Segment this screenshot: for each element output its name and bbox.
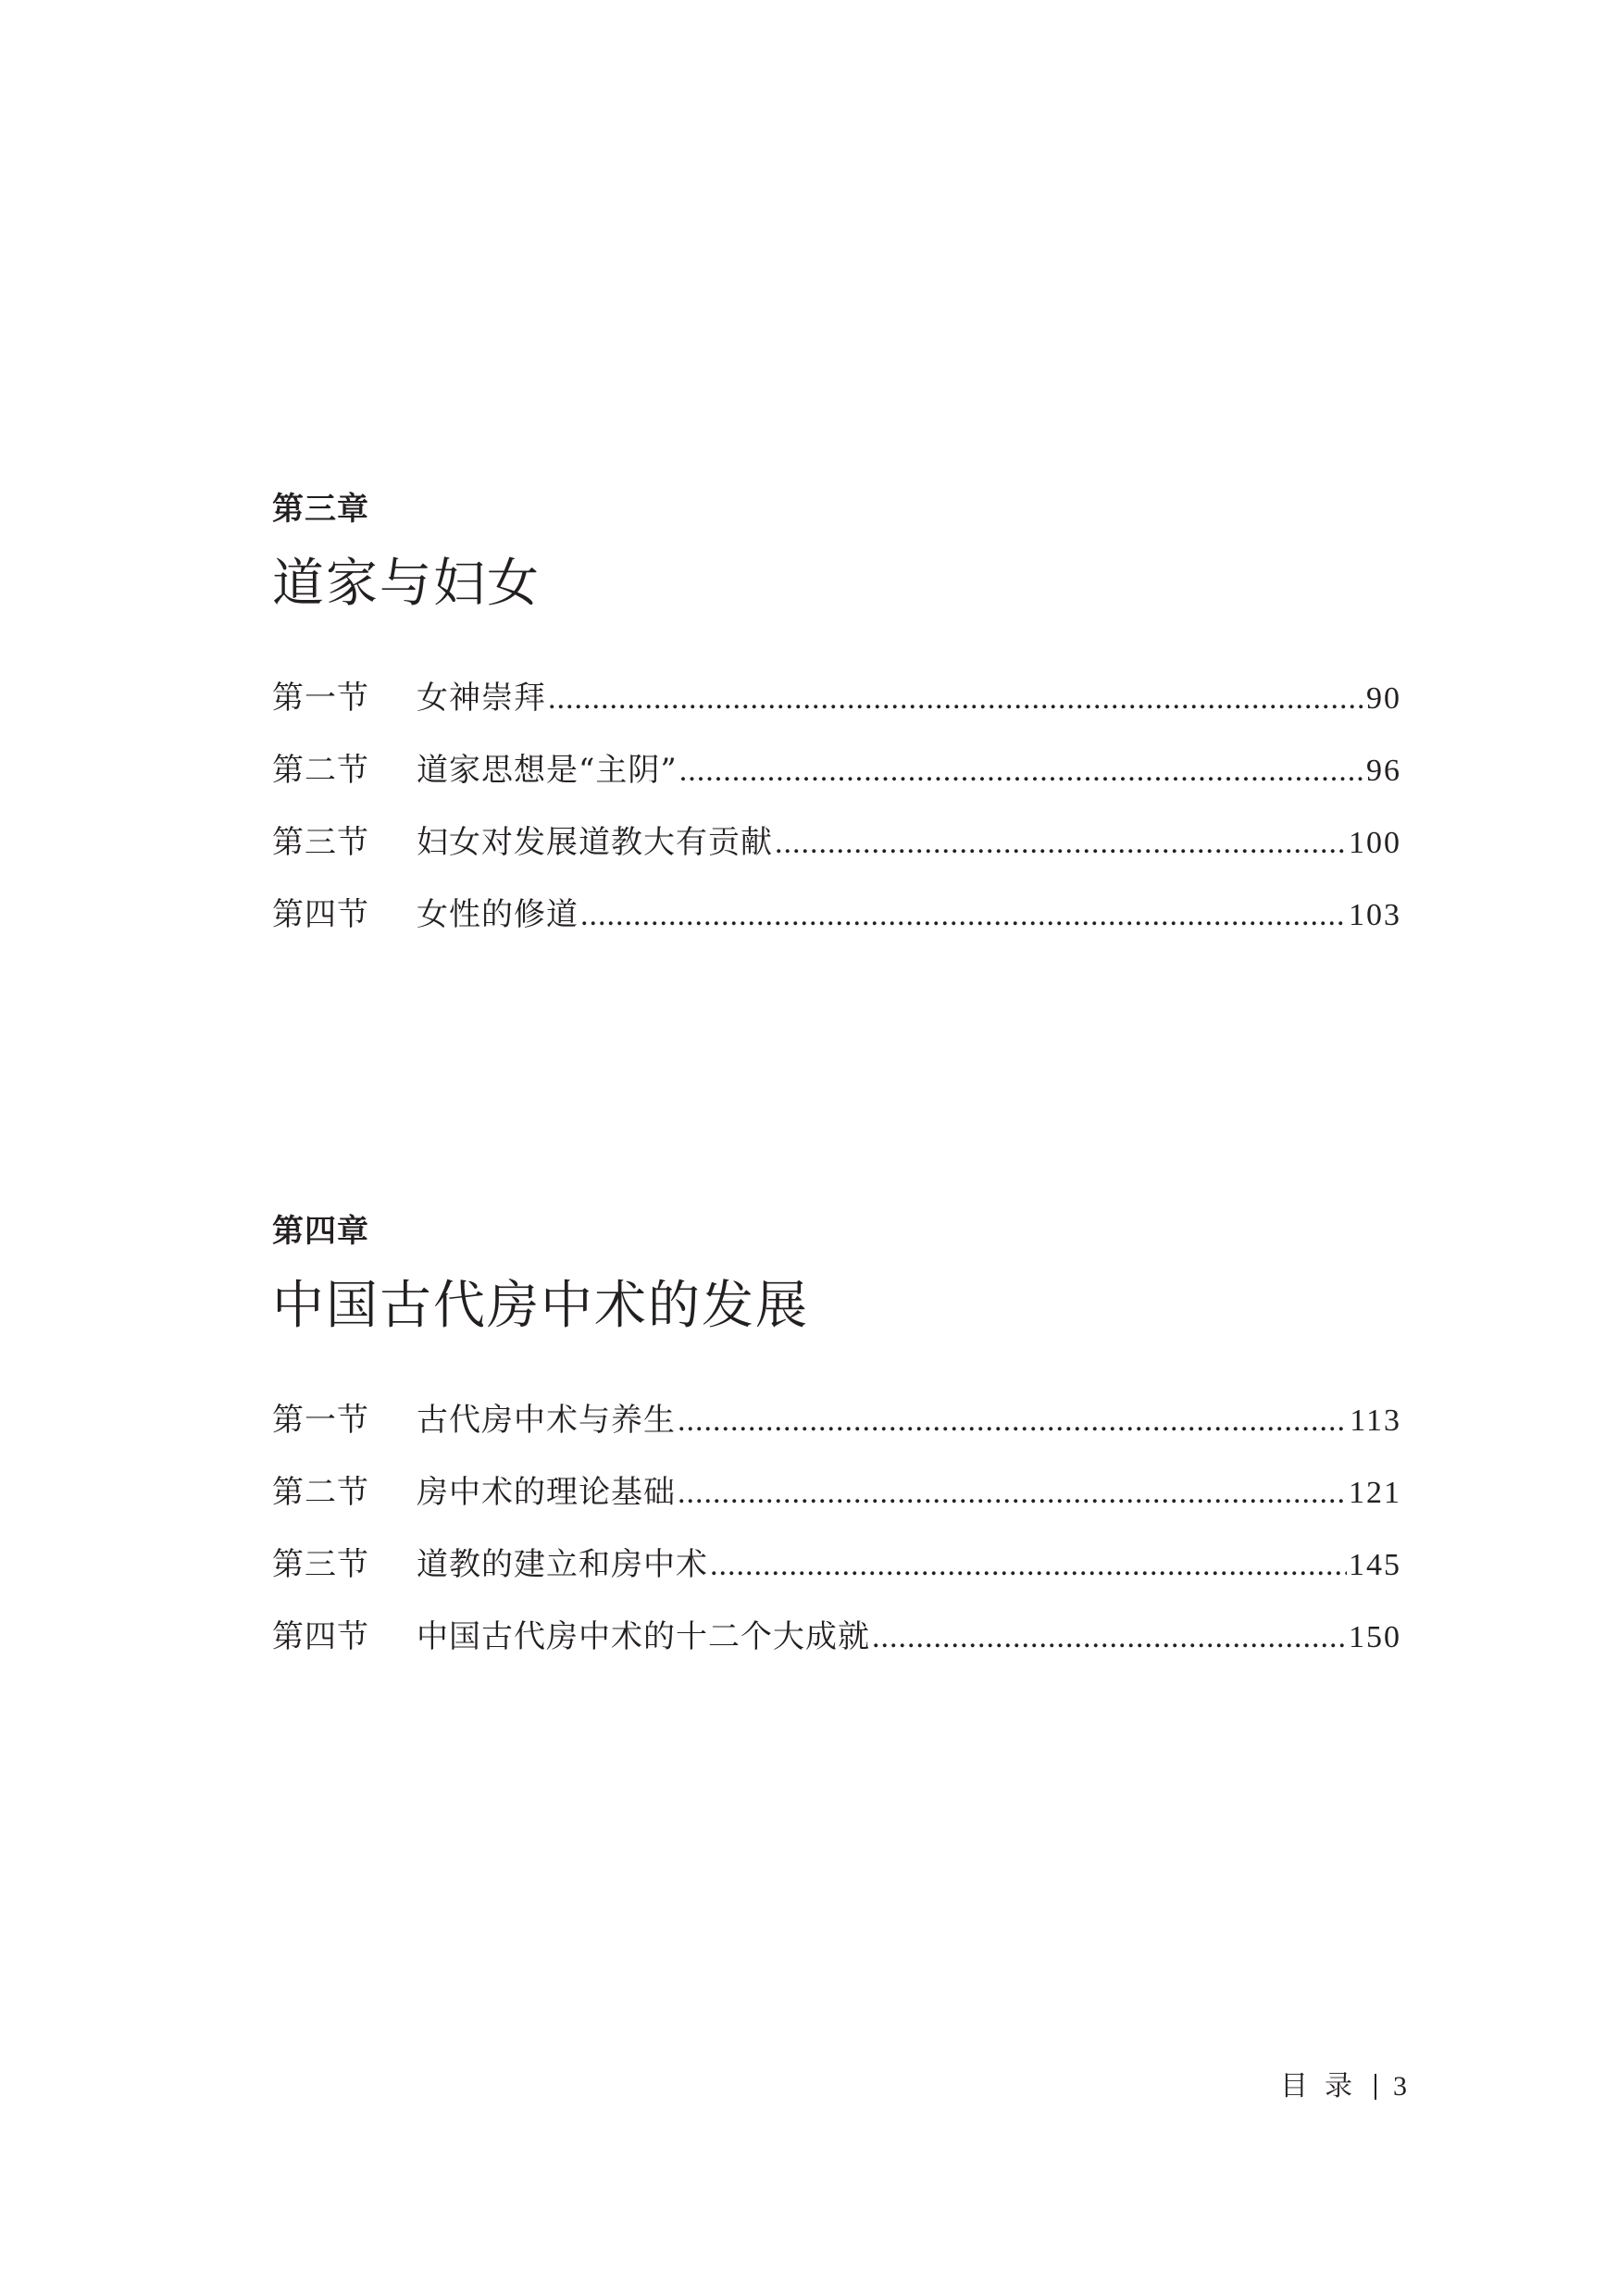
chapter-title: 中国古代房中术的发展	[272, 1276, 809, 1336]
toc-page-number: 113	[1350, 1404, 1401, 1438]
toc-page-number: 96	[1366, 754, 1401, 788]
toc-entry[interactable]	[272, 680, 1401, 752]
chapter-3	[272, 491, 1401, 968]
toc-section-title: 妇女对发展道教大有贡献	[417, 824, 773, 861]
toc-entry[interactable]	[272, 752, 1401, 824]
toc-entry[interactable]	[272, 896, 1401, 968]
toc-page-number: 145	[1349, 1548, 1401, 1582]
page-footer	[1259, 2070, 1407, 2103]
dot-leader	[580, 897, 1347, 934]
chapter-label: 第四章	[272, 1213, 369, 1250]
toc-section-number: 第四节	[272, 1618, 369, 1655]
toc-page-number: 100	[1349, 826, 1401, 860]
toc-section-number: 第三节	[272, 824, 369, 861]
toc-section-title: 道教的建立和房中术	[417, 1546, 708, 1583]
footer-separator	[1375, 2074, 1376, 2100]
toc-section-number: 第一节	[272, 1402, 369, 1439]
toc-entry[interactable]	[272, 1474, 1401, 1546]
toc-page-number: 121	[1349, 1476, 1401, 1510]
toc-entry[interactable]	[272, 1546, 1401, 1618]
toc-page-number: 90	[1366, 681, 1401, 716]
dot-leader	[678, 1475, 1347, 1512]
toc-section-title: 古代房中术与养生	[417, 1402, 676, 1439]
chapter-title: 道家与妇女	[272, 554, 541, 614]
toc-section-number: 第三节	[272, 1546, 369, 1583]
toc-section-number: 第二节	[272, 1474, 369, 1511]
footer-page-number: 3	[1393, 2071, 1407, 2102]
dot-leader	[679, 753, 1364, 790]
dot-leader	[775, 825, 1347, 862]
toc-list	[272, 1402, 1401, 1691]
toc-section-title: 女神崇拜	[417, 680, 546, 717]
toc-section-title: 中国古代房中术的十二个大成就	[417, 1618, 870, 1655]
toc-list	[272, 680, 1401, 968]
toc-page-number: 150	[1349, 1620, 1401, 1654]
dot-leader	[548, 680, 1364, 718]
toc-entry[interactable]	[272, 1618, 1401, 1691]
footer-label: 目录	[1280, 2070, 1369, 2103]
chapter-4	[272, 1213, 1401, 1691]
toc-section-number: 第二节	[272, 752, 369, 789]
toc-section-number: 第一节	[272, 680, 369, 717]
chapter-label: 第三章	[272, 491, 369, 528]
toc-page-number: 103	[1349, 898, 1401, 932]
toc-entry[interactable]	[272, 1402, 1401, 1474]
dot-leader	[678, 1403, 1348, 1440]
dot-leader	[710, 1547, 1347, 1584]
toc-section-title: 道家思想是“主阴”	[417, 752, 678, 789]
toc-section-title: 房中术的理论基础	[417, 1474, 676, 1511]
dot-leader	[872, 1619, 1347, 1656]
toc-entry[interactable]	[272, 824, 1401, 896]
toc-section-title: 女性的修道	[417, 896, 579, 933]
toc-section-number: 第四节	[272, 896, 369, 933]
